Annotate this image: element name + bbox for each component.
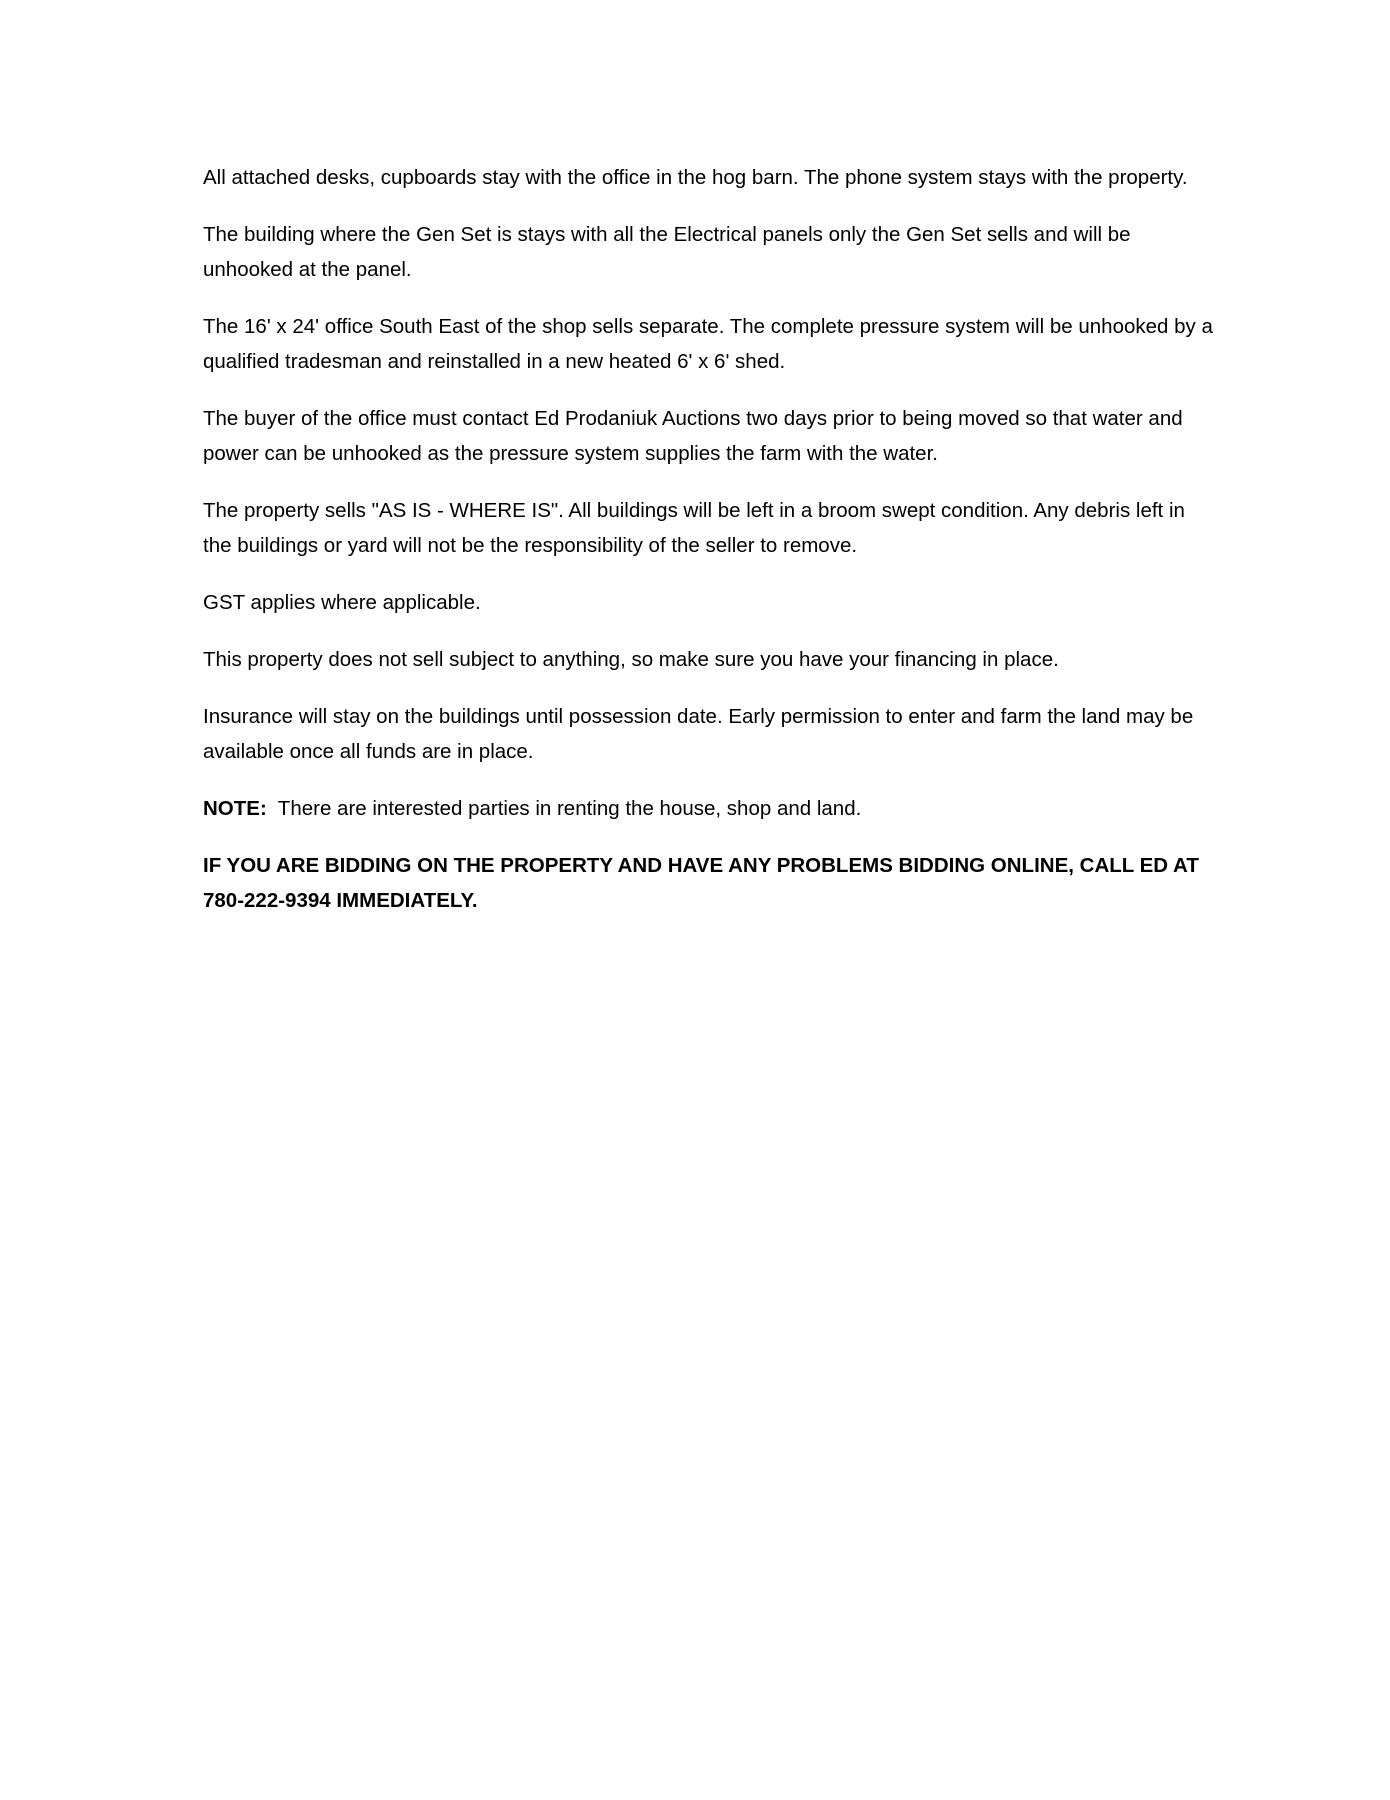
note-text: There are interested parties in renting the house, shop and land. [266, 797, 862, 820]
paragraph-office-fixtures: All attached desks, cupboards stay with the office in the hog barn. The phone system stays with the property. [203, 166, 1188, 189]
paragraph-bidding-warning: IF YOU ARE BIDDING ON THE PROPERTY AND HAVE ANY PROBLEMS BIDDING ONLINE, CALL ED AT 780-222-9394 IMMEDIATELY. [203, 854, 1199, 912]
paragraph-office-sale: The 16' x 24' office South East of the shop sells separate. The complete pressure system will be unhooked by a qualified tradesman and reinstalled in a new heated 6' x 6' shed. [203, 315, 1213, 373]
document-body [203, 160, 1213, 940]
paragraph-note [203, 791, 1213, 826]
paragraph-buyer-contact: The buyer of the office must contact Ed Prodaniuk Auctions two days prior to being moved so that water and power can be unhooked as the pressure system supplies the farm with the water. [203, 407, 1183, 465]
paragraph-as-is: The property sells "AS IS - WHERE IS". All buildings will be left in a broom swept condition. Any debris left in the buildings or yard will not be the responsibility of the seller to remove. [203, 499, 1185, 557]
paragraph-gst: GST applies where applicable. [203, 591, 481, 614]
note-label: NOTE: [203, 797, 267, 820]
paragraph-gen-set: The building where the Gen Set is stays with all the Electrical panels only the Gen Set sells and will be unhooked at the panel. [203, 223, 1131, 281]
paragraph-insurance: Insurance will stay on the buildings until possession date. Early permission to enter and farm the land may be available once all funds are in place. [203, 705, 1194, 763]
paragraph-financing: This property does not sell subject to anything, so make sure you have your financing in place. [203, 648, 1059, 671]
